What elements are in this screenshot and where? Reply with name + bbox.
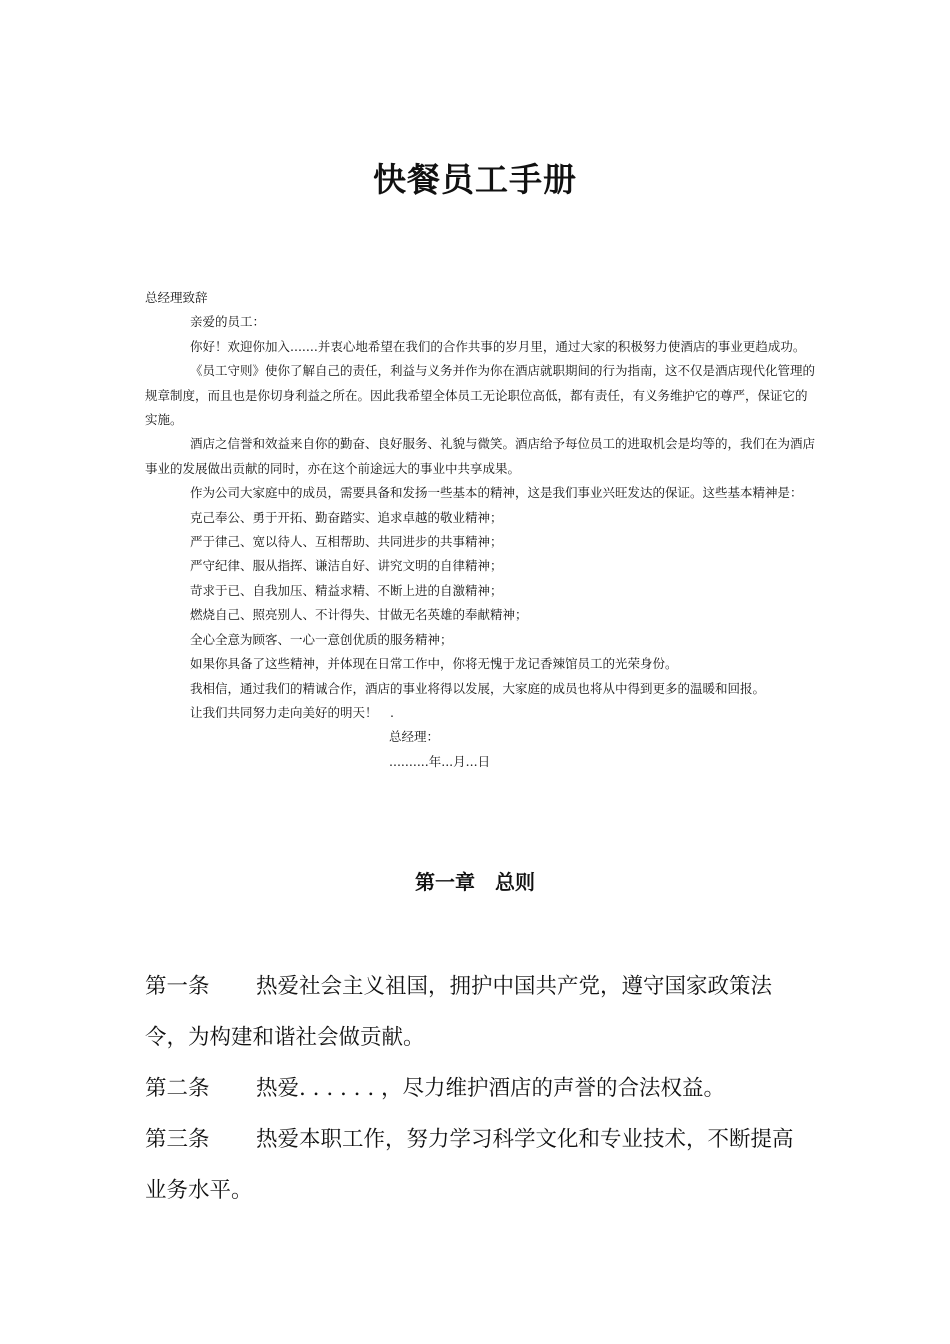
article-text: 热爱. . . . . . ，尽力维护酒店的声誉的合法权益。 xyxy=(256,1076,726,1101)
chapter-title: 第一章 总则 xyxy=(415,870,535,894)
spirit-item: 全心全意为顾客、一心一意创优质的服务精神； xyxy=(190,631,453,647)
spirit-item: 克己奉公、勇于开拓、勤奋踏实、追求卓越的敬业精神； xyxy=(190,509,503,525)
letter-heading: 总经理致辞 xyxy=(145,290,208,305)
article-text: 热爱本职工作，努力学习科学文化和专业技术，不断提高业务水平。 xyxy=(145,1127,794,1203)
article-item xyxy=(145,1114,810,1216)
gm-letter xyxy=(145,286,815,774)
article-text: 热爱社会主义祖国，拥护中国共产党，遵守国家政策法令，为构建和谐社会做贡献。 xyxy=(145,974,773,1050)
article-number: 第一条 xyxy=(145,974,210,999)
spirit-item: 苛求于已、自我加压、精益求精、不断上进的自激精神； xyxy=(190,582,503,598)
letter-paragraph: 酒店之信誉和效益来自你的勤奋、良好服务、礼貌与微笑。酒店给予每位员工的进取机会是均等的，我们在为酒店事业的发展做出贡献的同时，亦在这个前途远大的事业中共享成果。 xyxy=(145,436,816,476)
letter-salutation: 亲爱的员工： xyxy=(190,314,266,330)
spirit-item: 严守纪律、服从指挥、谦洁自好、讲究文明的自律精神； xyxy=(190,558,503,574)
spirit-item: 燃烧自己、照亮别人、不计得失、甘做无名英雄的奉献精神； xyxy=(190,607,528,623)
letter-paragraph: 《员工守则》使你了解自己的责任，利益与义务并作为你在酒店就职期间的行为指南，这不仅是酒店现代化管理的规章制度，而且也是你切身利益之所在。因此我希望全体员工无论职位高低，都有责任，有义务维护它的尊严，保证它的实施。 xyxy=(145,363,816,428)
article-item xyxy=(145,1063,810,1114)
letter-closing: 让我们共同努力走向美好的明天！ . xyxy=(190,704,394,720)
article-number: 第三条 xyxy=(145,1127,210,1152)
articles-list xyxy=(145,961,810,1216)
date-line: ..........年...月...日 xyxy=(389,753,491,769)
article-item xyxy=(145,961,810,1063)
article-number: 第二条 xyxy=(145,1076,210,1101)
letter-closing: 我相信，通过我们的精诚合作，酒店的事业将得以发展，大家庭的成员也将从中得到更多的温暖和回报。 xyxy=(190,680,766,696)
letter-closing: 如果你具备了这些精神，并体现在日常工作中，你将无愧于龙记香辣馆员工的光荣身份。 xyxy=(190,656,678,672)
letter-paragraph: 你好！欢迎你加入.......并衷心地希望在我们的合作共事的岁月里，通过大家的积极努力使酒店的事业更趋成功。 xyxy=(190,338,806,354)
document-title: 快餐员工手册 xyxy=(373,160,577,199)
letter-paragraph: 作为公司大家庭中的成员，需要具备和发扬一些基本的精神，这是我们事业兴旺发达的保证。这些基本精神是： xyxy=(190,485,803,501)
spirit-item: 严于律己、宽以待人、互相帮助、共同进步的共事精神； xyxy=(190,534,503,550)
signature-line: 总经理： xyxy=(389,729,440,745)
